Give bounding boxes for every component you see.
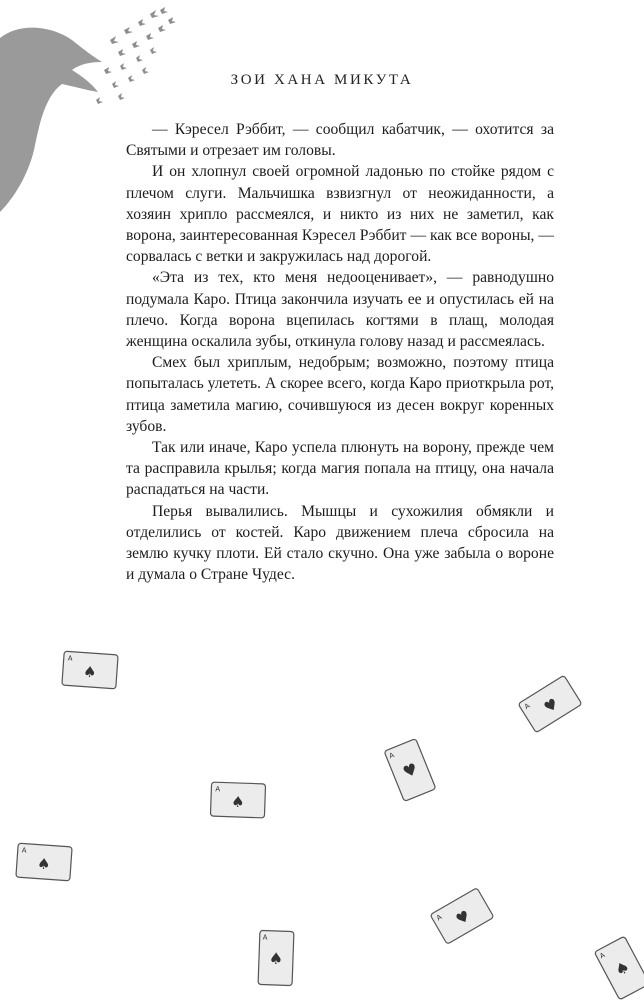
card-rank-label: A — [21, 846, 27, 855]
card-suit-label: ♠ — [82, 662, 98, 682]
paragraph: Смех был хриплым, недобрым; возможно, поэтому птица попыталась улететь. А скорее всего, когда Каро приоткрыла рот, птица заметила магию, сочившуюся из десен вокруг коренных зубов. — [126, 354, 554, 435]
card-suit-label: ♠ — [230, 792, 245, 812]
playing-card-icon — [209, 781, 266, 819]
card-rank-label: A — [598, 951, 607, 961]
card-suit-label: ♠ — [36, 854, 52, 874]
playing-card-icon — [257, 929, 295, 986]
card-rank-label: A — [388, 751, 396, 761]
card-suit-label: ♥ — [452, 906, 474, 929]
paragraph: И он хлопнул своей огромной ладонью по стойке рядом с плечом слуги. Мальчишка взвизгнул от неожиданности, а хозяин хрипло рассмеялся, и никто из них не заметил, как ворона, заинтересованная Кэресел Рэббит — как все вороны, — сорвалась с ветки и закружилась над дорогой. — [126, 163, 554, 266]
card-suit-label: ♠ — [611, 956, 634, 981]
paragraph: «Эта из тех, кто меня недооценивает», — равнодушно подумала Каро. Птица закончила изучать ее и опустилась ей на плечо. Когда ворона вцепилась когтями в плащ, молодая женщина оскалила зубы, откинула голову назад и рассмеялась. — [126, 269, 554, 351]
playing-card-icon — [517, 674, 584, 734]
card-rank-label: A — [435, 912, 444, 923]
playing-card-icon — [429, 886, 495, 945]
card-suit-label: ♥ — [399, 758, 421, 782]
running-head-author: ЗОИ ХАНА МИКУТА — [230, 72, 414, 88]
paragraph: Так или иначе, Каро успела плюнуть на ворону, прежде чем та расправила крылья; когда магия попала на птицу, она начала распадаться на части. — [126, 439, 554, 499]
playing-card-icon — [15, 842, 73, 882]
card-rank-label: A — [523, 701, 532, 712]
card-rank-label: A — [215, 785, 221, 794]
paragraph: — Кэресел Рэббит, — сообщил кабатчик, — охотится за Святыми и отрезает им головы. — [126, 121, 554, 160]
playing-card-icon — [61, 650, 119, 690]
card-suit-label: ♥ — [540, 694, 562, 717]
card-suit-label: ♠ — [268, 948, 284, 969]
card-rank-label: A — [67, 654, 73, 663]
playing-card-icon — [593, 935, 644, 1001]
playing-card-icon — [383, 737, 437, 802]
paragraph: Перья вывалились. Мышцы и сухожилия обмякли и отделились от костей. Каро движением плеча сбросила на землю кучку плоти. Ей стало скучно. Она уже забыла о вороне и думала о Стране Чудес. — [126, 502, 554, 584]
body-text — [126, 119, 554, 585]
card-rank-label: A — [262, 933, 268, 942]
